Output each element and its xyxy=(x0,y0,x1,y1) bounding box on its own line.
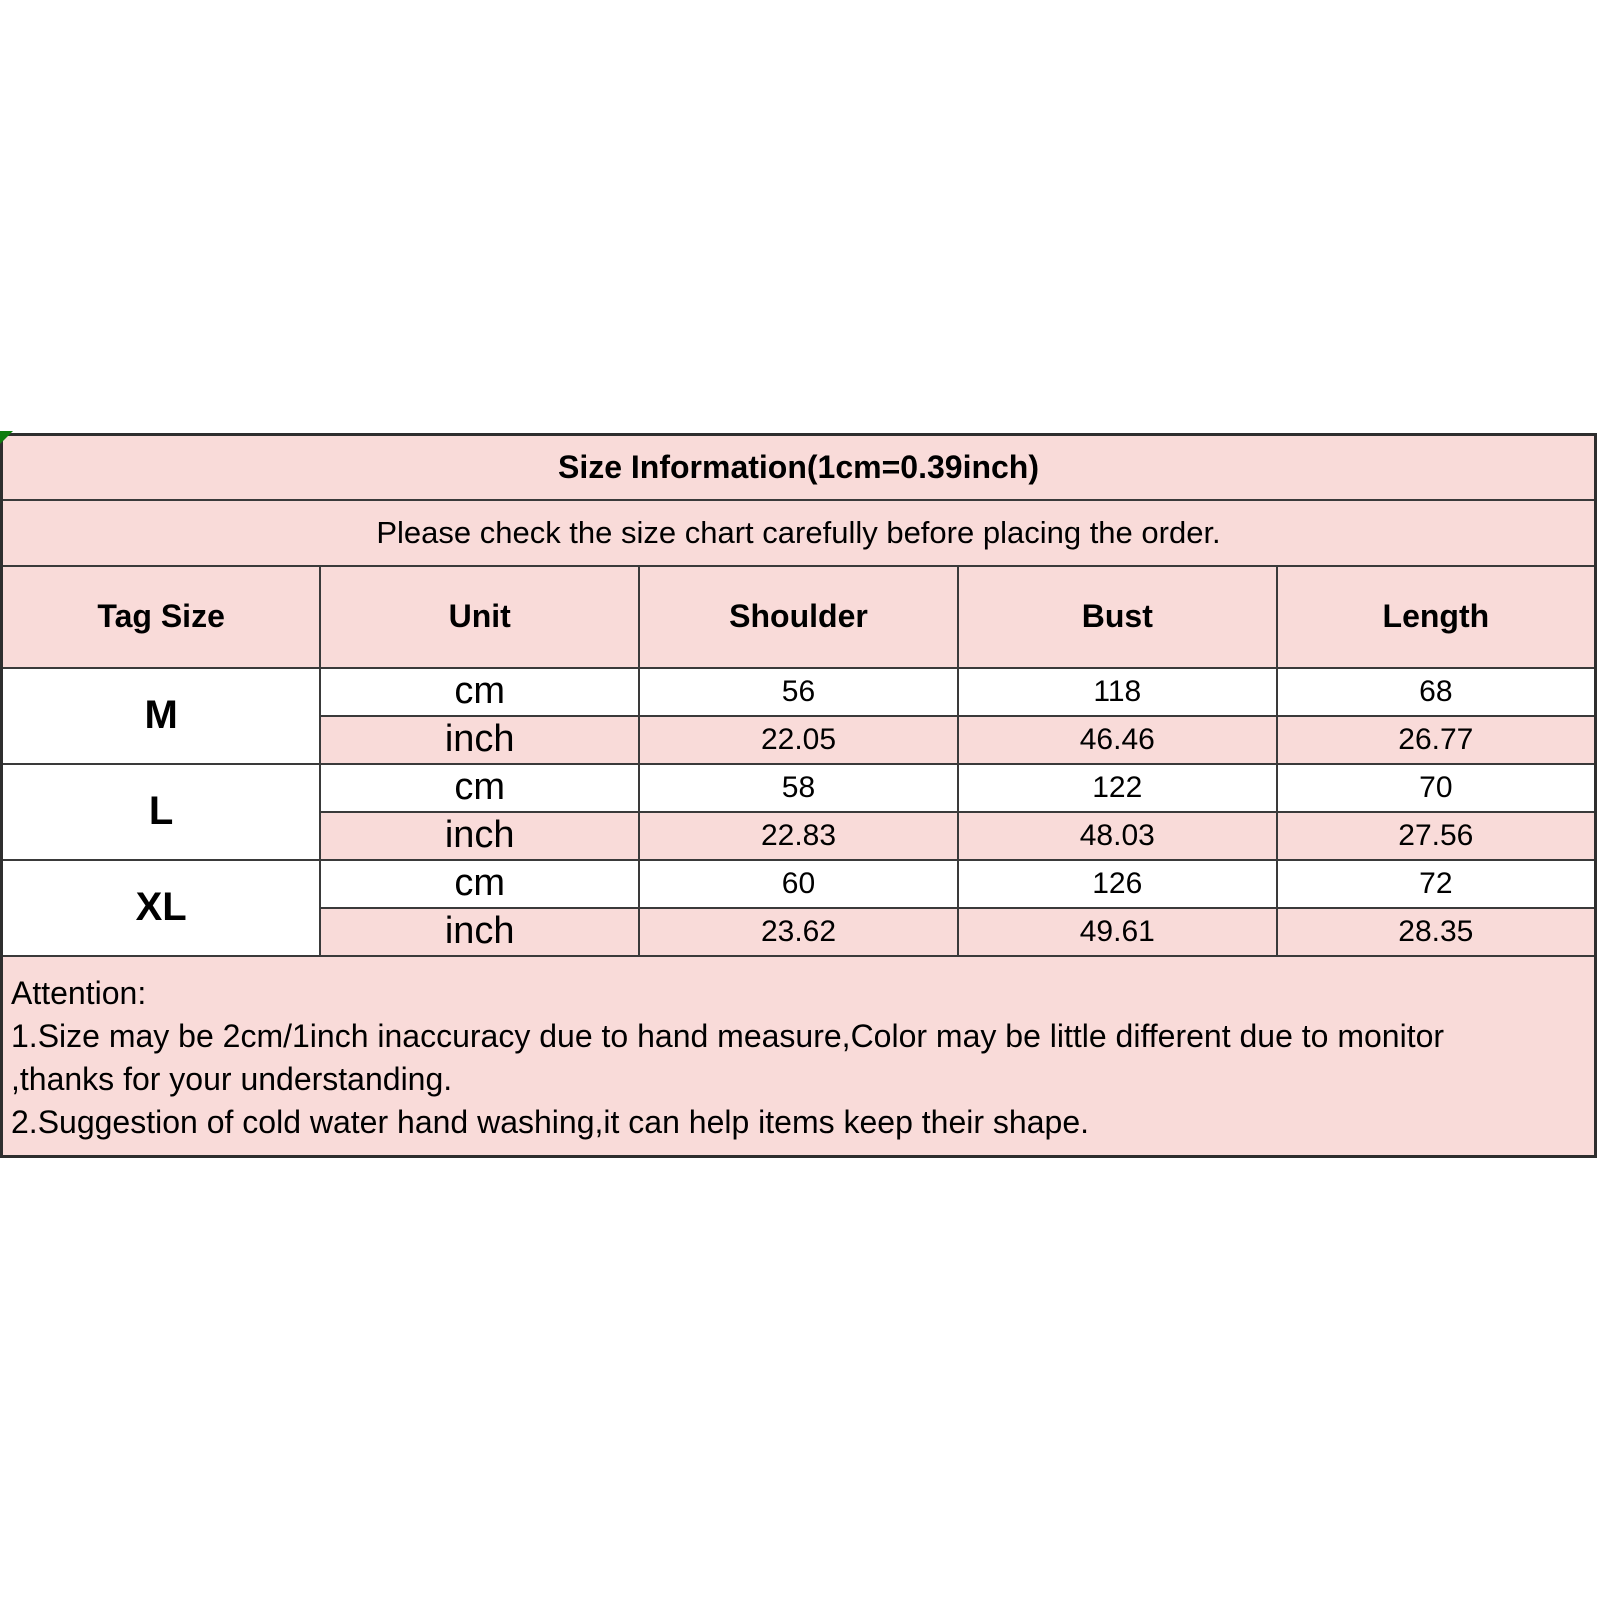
value-m-inch-shoulder: 22.05 xyxy=(639,716,958,764)
table-title: Size Information(1cm=0.39inch) xyxy=(2,435,1596,500)
value-xl-inch-shoulder: 23.62 xyxy=(639,908,958,956)
value-l-cm-length: 70 xyxy=(1277,764,1596,812)
attention-heading: Attention: xyxy=(11,974,147,1011)
unit-label-m-inch: inch xyxy=(320,716,639,764)
unit-label-l-cm: cm xyxy=(320,764,639,812)
col-header-shoulder: Shoulder xyxy=(639,566,958,668)
unit-label-xl-inch: inch xyxy=(320,908,639,956)
tag-size-xl: XL xyxy=(2,860,321,956)
col-header-bust: Bust xyxy=(958,566,1277,668)
unit-label-m-cm: cm xyxy=(320,668,639,716)
col-header-tag-size: Tag Size xyxy=(2,566,321,668)
size-chart-table xyxy=(0,433,1597,1158)
attention-line-2: ,thanks for your understanding. xyxy=(11,1060,453,1097)
value-m-cm-length: 68 xyxy=(1277,668,1596,716)
value-m-inch-length: 26.77 xyxy=(1277,716,1596,764)
attention-line-3: 2.Suggestion of cold water hand washing,it can help items keep their shape. xyxy=(11,1103,1089,1140)
tag-size-l: L xyxy=(2,764,321,860)
attention-note xyxy=(2,956,1596,1157)
unit-label-xl-cm: cm xyxy=(320,860,639,908)
attention-line-1: 1.Size may be 2cm/1inch inaccuracy due to hand measure,Color may be little different due to monitor xyxy=(11,1017,1445,1054)
value-m-inch-bust: 46.46 xyxy=(958,716,1277,764)
value-xl-cm-shoulder: 60 xyxy=(639,860,958,908)
col-header-unit: Unit xyxy=(320,566,639,668)
tag-size-m: M xyxy=(2,668,321,764)
value-xl-inch-bust: 49.61 xyxy=(958,908,1277,956)
value-l-inch-shoulder: 22.83 xyxy=(639,812,958,860)
value-m-cm-bust: 118 xyxy=(958,668,1277,716)
value-l-inch-length: 27.56 xyxy=(1277,812,1596,860)
value-l-cm-bust: 122 xyxy=(958,764,1277,812)
unit-label-l-inch: inch xyxy=(320,812,639,860)
value-l-inch-bust: 48.03 xyxy=(958,812,1277,860)
value-l-cm-shoulder: 58 xyxy=(639,764,958,812)
green-corner-marker xyxy=(0,431,13,444)
value-xl-cm-length: 72 xyxy=(1277,860,1596,908)
col-header-length: Length xyxy=(1277,566,1596,668)
value-xl-inch-length: 28.35 xyxy=(1277,908,1596,956)
value-xl-cm-bust: 126 xyxy=(958,860,1277,908)
table-subtitle: Please check the size chart carefully before placing the order. xyxy=(2,500,1596,566)
value-m-cm-shoulder: 56 xyxy=(639,668,958,716)
